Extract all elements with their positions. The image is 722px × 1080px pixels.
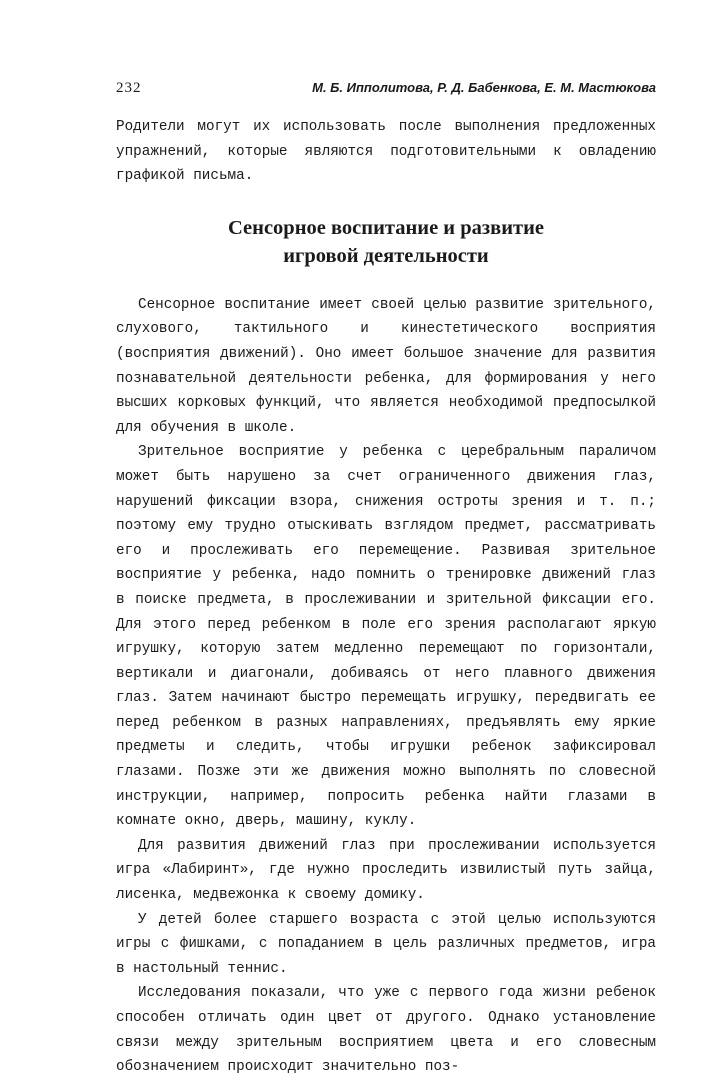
- body-paragraph-5: Исследования показали, что уже с первого года жизни ребенок способен отличать один цвет от другого. Однако установление связи между зрительным восприятием цвета и его словесным обозначением происходит значительно поз-: [116, 985, 656, 1076]
- page-number: 232: [116, 80, 142, 96]
- book-page: [116, 78, 656, 1080]
- section-title-line-1: Сенсорное воспитание и развитие: [227, 216, 544, 239]
- page-header: [116, 78, 656, 100]
- section-title-line-2: игровой деятельности: [283, 244, 489, 267]
- section-heading: [116, 214, 656, 270]
- body-paragraph-4: У детей более старшего возраста с этой целью используются игры с фишками, с попаданием в цель различных предметов, игра в настольный теннис.: [116, 911, 656, 977]
- body-paragraph-1: Сенсорное воспитание имеет своей целью развитие зрительного, слухового, тактильного и кинестетического восприятия (восприятия движений). Оно имеет большое значение для развития познавательной деятельности ребенка, для формирования у него высших корковых функций, что является необходимой предпосылкой для обучения в школе.: [116, 296, 656, 436]
- intro-paragraph: Родители могут их использовать после выполнения предложенных упражнений, которые являются подготовительными к овладению графикой письма.: [116, 119, 656, 185]
- running-head-authors: М. Б. Ипполитова, Р. Д. Бабенкова, Е. М. Мастюкова: [312, 80, 656, 95]
- body-paragraph-2: Зрительное восприятие у ребенка с церебральным параличом может быть нарушено за счет ограниченного движения глаз, нарушений фиксации взора, снижения остроты зрения и т. п.; поэтому ему трудно отыскивать взглядом предмет, рассматривать его и прослеживать его перемещение. Развивая зрительное восприятие у ребенка, надо помнить о тренировке движений глаз в поиске предмета, в прослеживании и зрительной фиксации его. Для этого перед ребенком в поле его зрения располагают яркую игрушку, которую затем медленно перемещают по горизонтали, вертикали и диагонали, добиваясь от него плавного движения глаз. Затем начинают быстро перемещать игрушку, передвигать ее перед ребенком в разных направлениях, предъявлять ему яркие предметы и следить, чтобы игрушки ребенок зафиксировал глазами. Позже эти же движения можно выполнять по словесной инструкции, например, попросить ребенка найти глазами в комнате окно, дверь, машину, куклу.: [116, 444, 656, 830]
- body-paragraph-3: Для развития движений глаз при прослеживании используется игра «Лабиринт», где нужно проследить извилистый путь зайца, лисенка, медвежонка к своему домику.: [116, 837, 656, 904]
